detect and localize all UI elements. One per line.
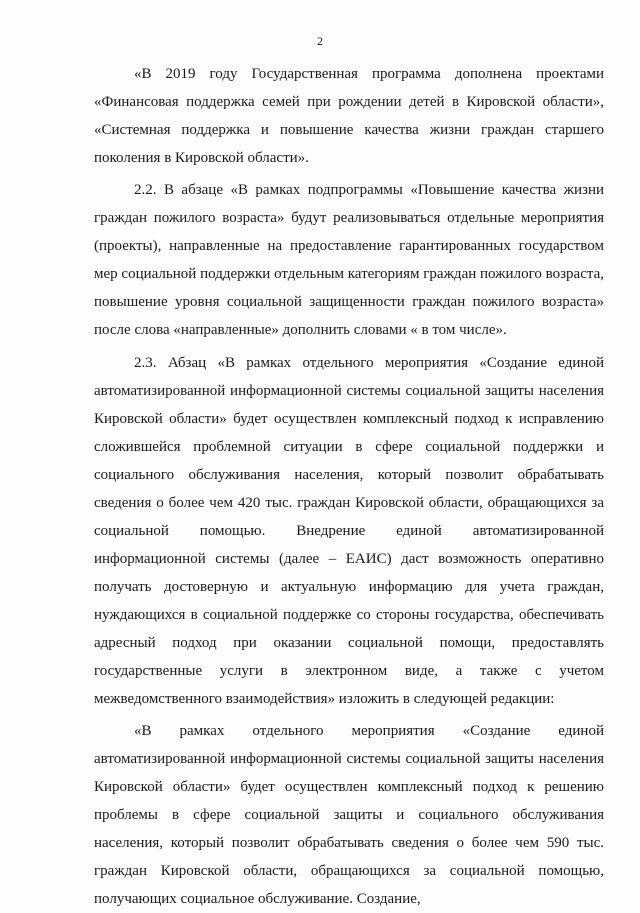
paragraph-new-edition: «В рамках отдельного мероприятия «Создание единой автоматизированной информационной системы социальной защиты населения Кировской области» будет осуществлен комплексный подход к решению проблемы в сфере социальной защиты и социального обслуживания населения, который позволит обрабатывать сведения о более чем 590 тыс. граждан Кировской области, обращающихся за социальной помощью, получающих социальное обслуживание. Создание, bbox=[94, 722, 604, 907]
document-body bbox=[94, 60, 604, 913]
paragraph-2-2: 2.2. В абзаце «В рамках подпрограммы «Повышение качества жизни граждан пожилого возраста» будут реализовываться отдельные мероприятия (проекты), направленные на предоставление гарантированных государством мер социальной поддержки отдельным категориям граждан пожилого возраста, повышение уровня социальной защищенности граждан пожилого возраста» после слова «направленные» дополнить словами « в том числе». bbox=[94, 182, 604, 339]
page-number: 2 bbox=[317, 34, 323, 48]
paragraph-2-3: 2.3. Абзац «В рамках отдельного мероприятия «Создание единой автоматизированной информационной системы социальной защиты населения Кировской области» будет осуществлен комплексный подход к исправлению сложившейся проблемной ситуации в сфере социальной поддержки и социального обслуживания населения, который позволит обрабатывать сведения о более чем 420 тыс. граждан Кировской области, обращающихся за социальной помощью. Внедрение единой автоматизированной информационной системы (далее – ЕАИС) даст возможность оперативно получать достоверную и актуальную информацию для учета граждан, нуждающихся в социальной поддержке со стороны государства, обеспечивать адресный подход при оказании социальной помощи, предоставлять государственные услуги в электронном виде, а также с учетом межведомственного взаимодействия» изложить в следующей редакции: bbox=[94, 354, 604, 707]
paragraph-2019-program: «В 2019 году Государственная программа дополнена проектами «Финансовая поддержка семей при рождении детей в Кировской области», «Системная поддержка и повышение качества жизни граждан старшего поколения в Кировской области». bbox=[94, 66, 604, 166]
